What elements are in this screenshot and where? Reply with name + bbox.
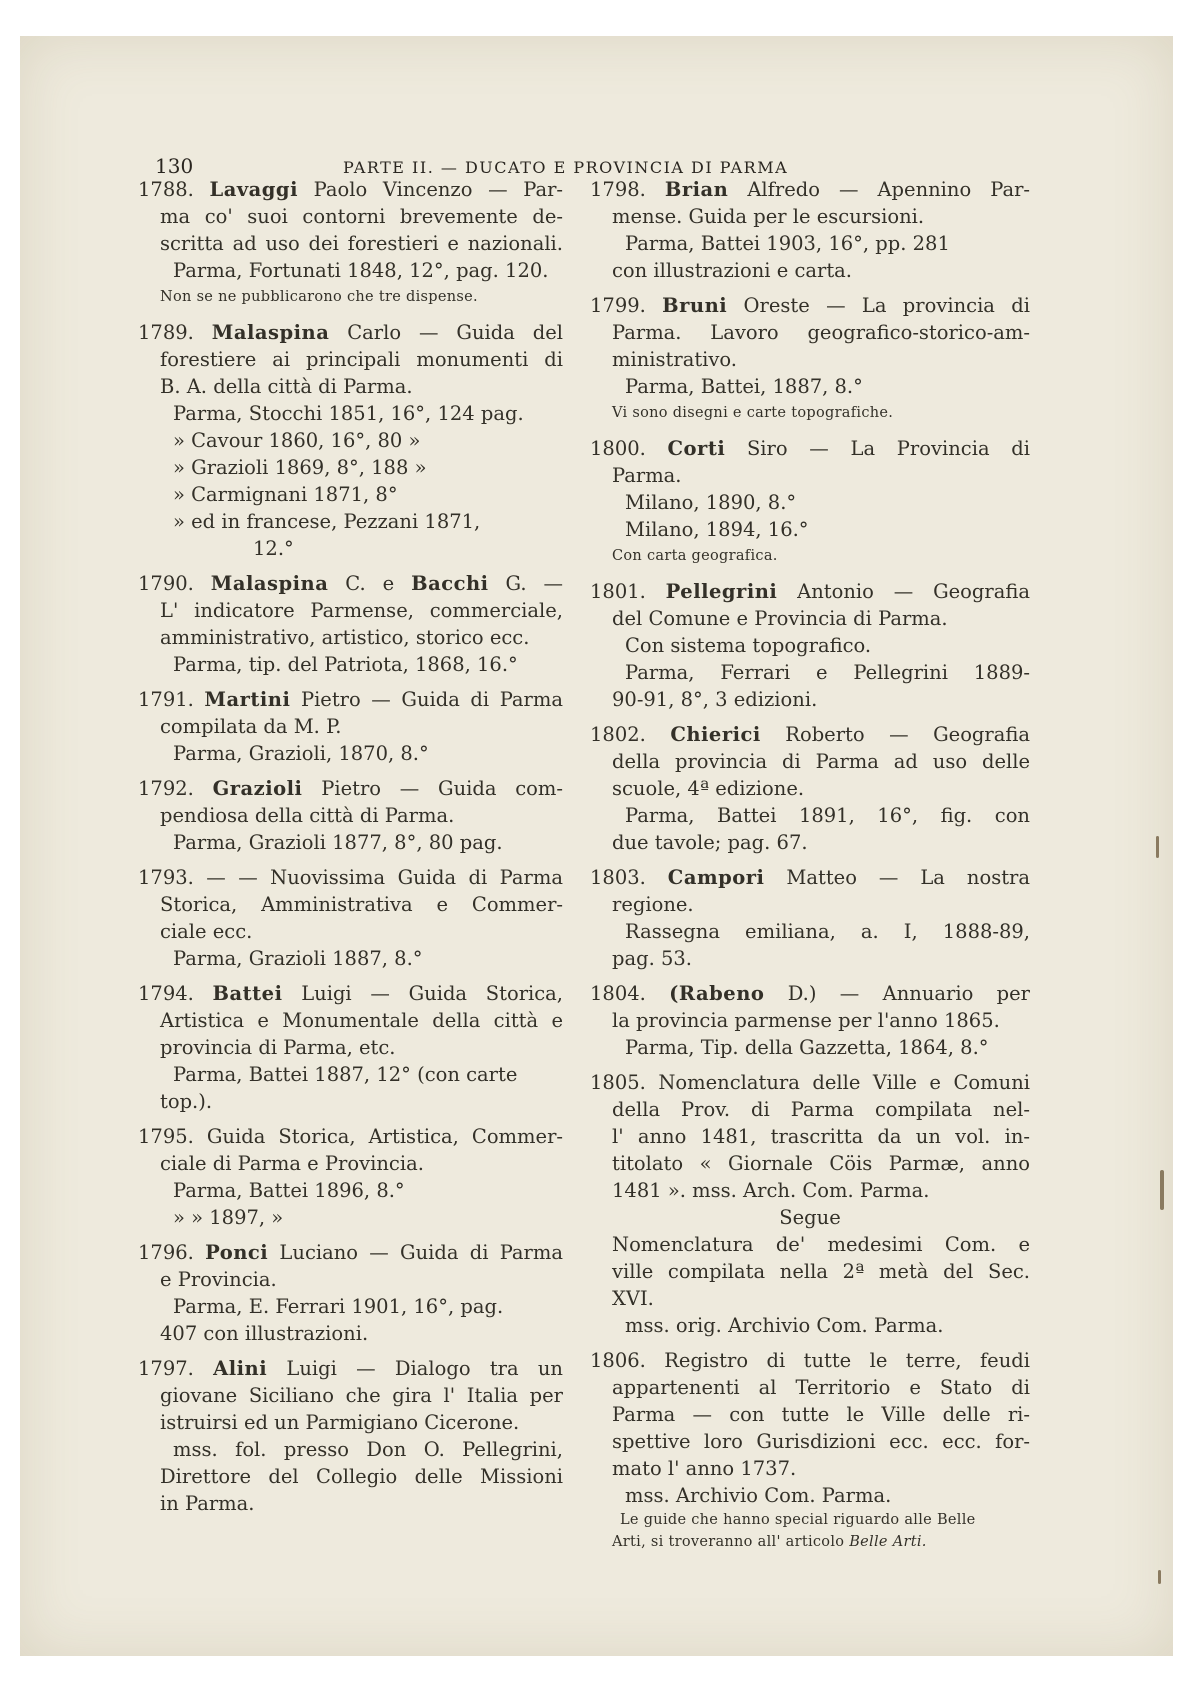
entry-1806 [590,1347,1030,1553]
entry-publication: Parma, Grazioli 1877, 8°, 80 pag. [173,831,503,854]
entry-text: l' anno 1481, trascritta da un vol. in- [612,1125,1030,1148]
entry-publication: 90-91, 8°, 3 edizioni. [612,688,818,711]
entry-text: Nomenclatura de' medesimi Com. e [612,1233,1030,1256]
running-head: PARTE II. — DUCATO E PROVINCIA DI PARMA [343,158,789,177]
entry-publication: con illustrazioni e carta. [612,259,852,282]
entry-number: 1790. [138,572,194,595]
entry-publication: mss. Archivio Com. Parma. [625,1484,892,1507]
entry-note: Con carta geografica. [612,548,778,564]
entry-text: ma co' suoi contorni brevemente de- [160,205,563,228]
entry-text: Guida Storica, Artistica, Commer- [193,1125,563,1148]
entry-text: Alfredo — Apennino Par- [728,178,1030,201]
entry-1788 [138,176,563,311]
entry-text: amministrativo, artistico, storico ecc. [160,626,530,649]
entry-text: G. — [488,572,563,595]
entry-publication: mss. orig. Archivio Com. Parma. [625,1314,944,1337]
entry-author: Chierici [670,723,761,746]
entry-text: C. e [328,572,412,595]
entry-text: della Prov. di Parma compilata nel- [612,1098,1030,1121]
entry-text: scuole, 4ª edizione. [612,777,805,800]
entry-publication: » Cavour 1860, 16°, 80 » [173,429,421,452]
entry-text: del Comune e Provincia di Parma. [612,607,948,630]
entry-text: — — Nuovissima Guida di Parma [193,866,563,889]
entry-text: pendiosa della città di Parma. [160,804,455,827]
entry-author: Malaspina [210,572,329,595]
entry-1793 [138,864,563,972]
entry-1801 [590,578,1030,713]
entry-author: Campori [667,866,765,889]
entry-text: Nomenclatura delle Ville e Comuni [645,1071,1030,1094]
entry-1804 [590,980,1030,1061]
entry-1789 [138,319,563,562]
entry-author: Bruni [662,294,728,317]
entry-publication: Parma, Grazioli, 1870, 8.° [173,742,429,765]
entry-number: 1794. [138,982,194,1005]
entry-publication: » Grazioli 1869, 8°, 188 » [173,456,427,479]
entry-text: ministrativo. [612,348,737,371]
entry-text: istruirsi ed un Parmigiano Cicerone. [160,1411,520,1434]
entry-publication: » Carmignani 1871, 8° [173,483,398,506]
entry-author: Lavaggi [209,178,298,201]
entry-text: della provincia di Parma ad uso delle [612,750,1030,773]
entry-number: 1791. [138,688,194,711]
entry-publication: Parma, Battei 1896, 8.° [173,1179,405,1202]
entry-publication: Parma, Battei 1887, 12° (con carte [173,1063,518,1086]
entry-publication: Parma, Battei, 1887, 8.° [625,375,863,398]
entry-1794 [138,980,563,1115]
entry-text: Oreste — La provincia di [727,294,1030,317]
entry-publication: 12.° [253,537,294,560]
entry-text: provincia di Parma, etc. [160,1036,396,1059]
entry-text: giovane Siciliano che gira l' Italia per [160,1384,563,1407]
entry-text: Pietro — Guida com- [302,777,563,800]
entry-text: spettive loro Gurisdizioni ecc. ecc. for- [612,1430,1030,1453]
entry-text: D.) — Annuario per [764,982,1030,1005]
entry-1802 [590,721,1030,856]
entry-number: 1797. [138,1357,194,1380]
entry-number: 1805. [590,1071,646,1094]
entry-author: Corti [667,437,726,460]
entry-author: Battei [212,982,283,1005]
entry-number: 1798. [590,178,646,201]
entry-number: 1804. [590,982,646,1005]
scan-edge-mark [1156,836,1159,858]
entry-publication: » » 1897, » [173,1206,284,1229]
entry-publication: Parma, E. Ferrari 1901, 16°, pag. [173,1295,504,1318]
entry-publication: Parma, Grazioli 1887, 8.° [173,947,423,970]
entry-text: mato l' anno 1737. [612,1457,797,1480]
entry-number: 1792. [138,777,194,800]
entry-publication: Parma, Tip. della Gazzetta, 1864, 8.° [625,1036,989,1059]
entry-text: Storica, Amministrativa e Commer- [160,893,563,916]
entry-number: 1800. [590,437,646,460]
entry-text: 1481 ». mss. Arch. Com. Parma. [612,1179,930,1202]
entry-text: regione. [612,893,694,916]
entry-text: Paolo Vincenzo — Par- [297,178,563,201]
entry-text: scritta ad uso dei forestieri e nazionali. [160,232,563,255]
entry-text: appartenenti al Territorio e Stato di [612,1376,1030,1399]
entry-author: Brian [664,178,729,201]
page-number: 130 [155,154,194,178]
entry-publication: 407 con illustrazioni. [160,1322,369,1345]
entry-text: Pietro — Guida di Parma [290,688,563,711]
entry-segue: Segue [779,1206,841,1229]
entry-note [590,1531,1030,1553]
entry-1797 [138,1355,563,1517]
entry-1800 [590,435,1030,570]
entry-text: Luigi — Dialogo tra un [267,1357,563,1380]
entry-author: Ponci [205,1241,269,1264]
entry-text: la provincia parmense per l'anno 1865. [612,1009,1000,1032]
entry-publication: pag. 53. [612,947,692,970]
entry-publication: Parma, Stocchi 1851, 16°, 124 pag. [173,402,524,425]
entry-text: titolato « Giornale Cöis Parmæ, anno [612,1152,1030,1175]
entry-publication: Parma, Battei 1891, 16°, fig. con [625,804,1030,827]
entry-text: forestiere ai principali monumenti di [160,348,563,371]
entry-publication: Parma, Fortunati 1848, 12°, pag. 120. [173,259,549,282]
entry-text: Artistica e Monumentale della città e [160,1009,563,1032]
entry-text: Parma — con tutte le Ville delle ri- [612,1403,1030,1426]
entry-publication: Parma, tip. del Patriota, 1868, 16.° [173,653,518,676]
entry-text: Carlo — Guida del [329,321,563,344]
entry-note: Le guide che hanno special riguardo alle Belle [620,1512,976,1528]
entry-1790 [138,570,563,678]
entry-text: compilata da M. P. [160,715,342,738]
note-text: Arti, si troveranno all' articolo [612,1534,850,1550]
entry-1795 [138,1123,563,1231]
entry-number: 1789. [138,321,194,344]
entry-1796 [138,1239,563,1347]
entry-publication: Milano, 1894, 16.° [625,518,809,541]
entry-author: Grazioli [212,777,303,800]
entry-note: Non se ne pubblicarono che tre dispense. [160,289,478,305]
right-column [590,176,1030,1561]
entry-text: Matteo — La nostra [764,866,1030,889]
entry-1805 [590,1069,1030,1339]
scan-edge-mark [1158,1570,1161,1584]
note-italic-text: Belle Arti. [849,1534,927,1550]
scan-edge-mark [1160,1170,1164,1210]
entry-1798 [590,176,1030,284]
entry-publication: Milano, 1890, 8.° [625,491,797,514]
entry-publication: Parma, Battei 1903, 16°, pp. 281 [625,232,950,255]
entry-number: 1796. [138,1241,194,1264]
entry-1799 [590,292,1030,427]
entry-text: ciale ecc. [160,920,253,943]
entry-text: mense. Guida per le escursioni. [612,205,925,228]
entry-author: Alini [213,1357,268,1380]
entry-number: 1799. [590,294,646,317]
entry-number: 1793. [138,866,194,889]
entry-text: B. A. della città di Parma. [160,375,413,398]
entry-author: (Rabeno [669,982,765,1005]
entry-number: 1795. [138,1125,194,1148]
entry-text: Siro — La Provincia di [725,437,1030,460]
entry-text: Registro di tutte le terre, feudi [645,1349,1030,1372]
entry-publication: in Parma. [160,1492,255,1515]
entry-note: Vi sono disegni e carte topografiche. [612,405,894,421]
entry-publication: Rassegna emiliana, a. I, 1888-89, [625,920,1030,943]
entry-publication: mss. fol. presso Don O. Pellegrini, [173,1438,563,1461]
entry-author: Malaspina [211,321,330,344]
entry-author: Pellegrini [665,580,778,603]
entry-publication: » ed in francese, Pezzani 1871, [173,510,481,533]
entry-number: 1802. [590,723,646,746]
entry-text: e Provincia. [160,1268,277,1291]
entry-publication: Parma, Ferrari e Pellegrini 1889- [625,661,1030,684]
entry-number: 1788. [138,178,194,201]
entry-publication: top.). [160,1090,213,1113]
entry-number: 1806. [590,1349,646,1372]
entry-text: Parma. Lavoro geografico-storico-am- [612,321,1030,344]
entry-text: Antonio — Geografia [777,580,1030,603]
entry-text: Parma. [612,464,682,487]
entry-text: Roberto — Geografia [760,723,1030,746]
entry-number: 1803. [590,866,646,889]
entry-publication: Con sistema topografico. [625,634,872,657]
entry-1803 [590,864,1030,972]
left-column [138,176,563,1525]
entry-text: ville compilata nella 2ª metà del Sec. [612,1260,1030,1283]
entry-publication: Direttore del Collegio delle Missioni [160,1465,563,1488]
entry-author: Martini [204,688,291,711]
entry-number: 1801. [590,580,646,603]
entry-text: L' indicatore Parmense, commerciale, [160,599,563,622]
entry-text: XVI. [612,1287,654,1310]
entry-1792 [138,775,563,856]
entry-publication: due tavole; pag. 67. [612,831,808,854]
entry-text: Luigi — Guida Storica, [282,982,563,1005]
entry-author: Bacchi [411,572,489,595]
entry-1791 [138,686,563,767]
entry-text: ciale di Parma e Provincia. [160,1152,424,1175]
entry-text: Luciano — Guida di Parma [268,1241,563,1264]
